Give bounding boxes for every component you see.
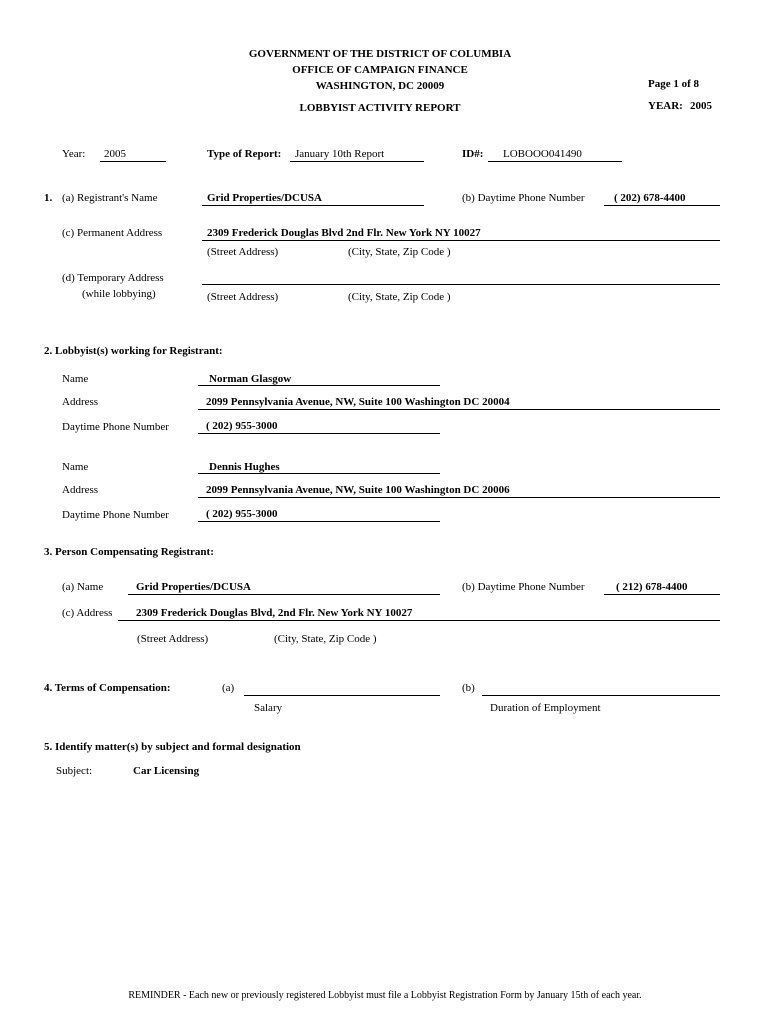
section1-number: 1.	[44, 192, 53, 204]
lobbyist1-name-label: Name	[62, 373, 89, 385]
footer-reminder: REMINDER - Each new or previously registered Lobbyist must file a Lobbyist Registration Form by January 15th of each year.	[128, 990, 642, 1001]
id-label: ID#:	[462, 148, 484, 160]
header-address: WASHINGTON, DC 20009	[315, 80, 445, 92]
compensator-address-label: (c) Address	[62, 607, 113, 619]
compensator-street-caption: (Street Address)	[137, 633, 209, 645]
salary-label: (a)	[222, 682, 235, 694]
report-type-label: Type of Report:	[207, 148, 282, 160]
street-address-caption: (Street Address)	[207, 246, 279, 258]
lobbyist2-phone-field[interactable]: ( 202) 955-3000	[206, 508, 278, 520]
lobbyist2-phone-label: Daytime Phone Number	[62, 509, 169, 521]
temporary-address-label: (d) Temporary Address	[62, 272, 164, 284]
lobbyist1-name-underline	[198, 385, 440, 386]
year-field[interactable]: 2005	[104, 148, 126, 160]
compensator-name-underline	[128, 594, 440, 595]
temporary-address-sublabel: (while lobbying)	[82, 288, 156, 300]
compensator-name-label: (a) Name	[62, 581, 104, 593]
compensator-address-underline	[118, 620, 720, 621]
compensator-phone-field[interactable]: ( 212) 678-4400	[616, 581, 688, 593]
salary-caption: Salary	[254, 702, 283, 714]
id-field[interactable]: LOBOOO041490	[503, 148, 582, 160]
salary-underline	[244, 695, 440, 696]
report-type-underline	[290, 161, 424, 162]
lobbyist1-phone-label: Daytime Phone Number	[62, 421, 169, 433]
lobbyist2-name-label: Name	[62, 461, 89, 473]
page-number: Page 1 of 8	[648, 78, 700, 90]
compensator-city-caption: (City, State, Zip Code )	[274, 633, 377, 645]
registrant-phone-label: (b) Daytime Phone Number	[462, 192, 585, 204]
city-state-zip-caption: (City, State, Zip Code )	[348, 246, 451, 258]
report-type-field[interactable]: January 10th Report	[295, 148, 385, 160]
temporary-address-underline	[202, 284, 720, 285]
subject-field[interactable]: Car Licensing	[133, 765, 200, 777]
lobbyist2-phone-underline	[198, 521, 440, 522]
section5-heading: 5. Identify matter(s) by subject and formal designation	[44, 741, 301, 753]
lobbyist1-name-field[interactable]: Norman Glasgow	[209, 373, 292, 385]
header-year-label: YEAR:	[648, 100, 683, 112]
year-label: Year:	[62, 148, 86, 160]
permanent-address-underline	[202, 240, 720, 241]
registrant-name-underline	[202, 205, 424, 206]
registrant-phone-underline	[604, 205, 720, 206]
header-year-value: 2005	[690, 100, 712, 112]
year-underline	[100, 161, 166, 162]
permanent-address-field[interactable]: 2309 Frederick Douglas Blvd 2nd Flr. New York NY 10027	[207, 227, 481, 239]
duration-underline	[482, 695, 720, 696]
lobbyist2-address-underline	[198, 497, 720, 498]
lobbyist2-name-field[interactable]: Dennis Hughes	[209, 461, 280, 473]
registrant-name-label: (a) Registrant's Name	[62, 192, 158, 204]
compensator-phone-label: (b) Daytime Phone Number	[462, 581, 585, 593]
section4-heading: 4. Terms of Compensation:	[44, 682, 171, 694]
compensator-phone-underline	[604, 594, 720, 595]
header-office: OFFICE OF CAMPAIGN FINANCE	[292, 64, 468, 76]
section3-heading: 3. Person Compensating Registrant:	[44, 546, 214, 558]
lobbyist1-phone-underline	[198, 433, 440, 434]
lobbyist2-address-label: Address	[62, 484, 99, 496]
registrant-phone-field[interactable]: ( 202) 678-4400	[614, 192, 686, 204]
compensator-address-field[interactable]: 2309 Frederick Douglas Blvd, 2nd Flr. New York NY 10027	[136, 607, 413, 619]
lobbyist1-address-underline	[198, 409, 720, 410]
city-state-zip-caption-2: (City, State, Zip Code )	[348, 291, 451, 303]
id-underline	[488, 161, 622, 162]
registrant-name-field[interactable]: Grid Properties/DCUSA	[207, 192, 322, 204]
subject-label: Subject:	[56, 765, 93, 777]
compensator-name-field[interactable]: Grid Properties/DCUSA	[136, 581, 251, 593]
lobbyist1-address-field[interactable]: 2099 Pennsylvania Avenue, NW, Suite 100 Washington DC 20004	[206, 396, 510, 408]
section2-heading: 2. Lobbyist(s) working for Registrant:	[44, 345, 223, 357]
permanent-address-label: (c) Permanent Address	[62, 227, 163, 239]
header-agency: GOVERNMENT OF THE DISTRICT OF COLUMBIA	[248, 48, 512, 60]
lobbyist2-name-underline	[198, 473, 440, 474]
lobbyist1-address-label: Address	[62, 396, 99, 408]
duration-label: (b)	[462, 682, 475, 694]
lobbyist2-address-field[interactable]: 2099 Pennsylvania Avenue, NW, Suite 100 Washington DC 20006	[206, 484, 510, 496]
report-title: LOBBYIST ACTIVITY REPORT	[299, 102, 461, 114]
duration-caption: Duration of Employment	[490, 702, 601, 714]
lobbyist1-phone-field[interactable]: ( 202) 955-3000	[206, 420, 278, 432]
street-address-caption-2: (Street Address)	[207, 291, 279, 303]
